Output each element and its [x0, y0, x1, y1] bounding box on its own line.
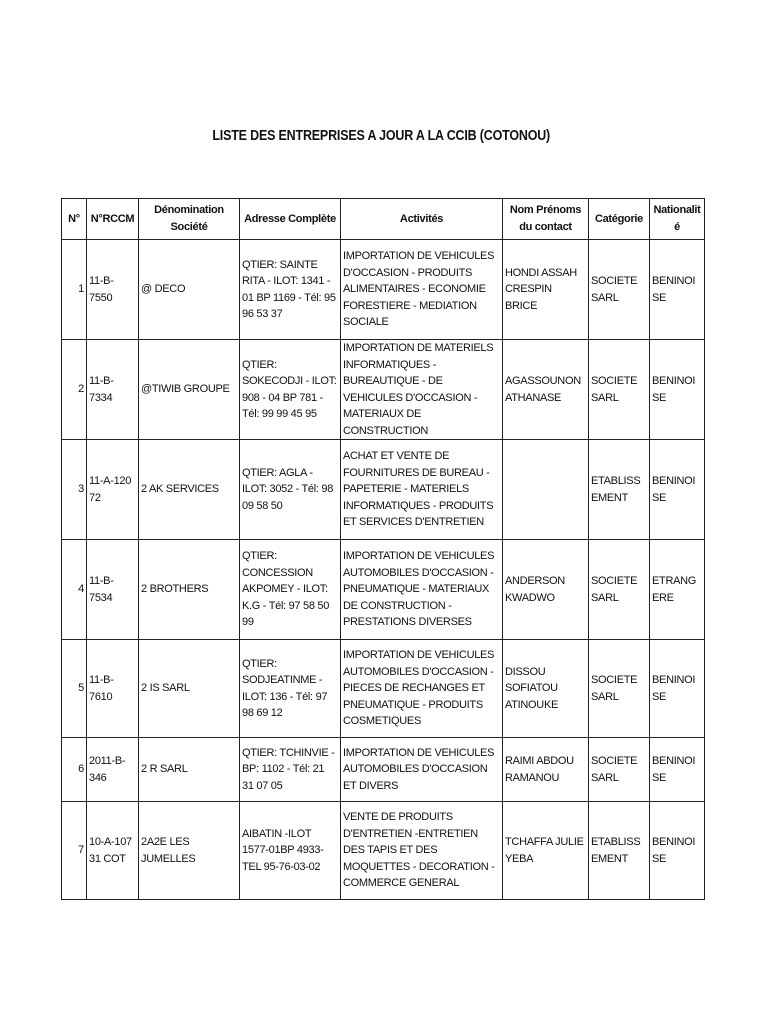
- cell-rccm: 11-B-7550: [87, 240, 139, 340]
- cell-denomination: @TIWIB GROUPE: [139, 340, 240, 440]
- cell-nationalite: ETRANGERE: [650, 540, 705, 640]
- cell-rccm: 10-A-10731 COT: [87, 802, 139, 900]
- cell-denomination: 2 R SARL: [139, 738, 240, 802]
- cell-contact: AGASSOUNON ATHANASE: [503, 340, 589, 440]
- cell-rccm: 2011-B-346: [87, 738, 139, 802]
- header-activites: Activités: [341, 199, 503, 240]
- cell-rccm: 11-B-7334: [87, 340, 139, 440]
- cell-categorie: SOCIETE SARL: [589, 240, 650, 340]
- header-contact: Nom Prénoms du contact: [503, 199, 589, 240]
- cell-contact: TCHAFFA JULIE YEBA: [503, 802, 589, 900]
- table-row: [62, 440, 705, 540]
- cell-contact: DISSOU SOFIATOU ATINOUKE: [503, 640, 589, 738]
- cell-num: 4: [62, 540, 87, 640]
- cell-nationalite: BENINOISE: [650, 640, 705, 738]
- cell-nationalite: BENINOISE: [650, 802, 705, 900]
- header-num: N°: [62, 199, 87, 240]
- cell-adresse: QTIER: SODJEATINME - ILOT: 136 - Tél: 97 98 69 12: [240, 640, 341, 738]
- header-categorie: Catégorie: [589, 199, 650, 240]
- cell-num: 3: [62, 440, 87, 540]
- companies-table: [61, 198, 705, 900]
- cell-categorie: SOCIETE SARL: [589, 540, 650, 640]
- cell-nationalite: BENINOISE: [650, 738, 705, 802]
- cell-adresse: QTIER: SAINTE RITA - ILOT: 1341 - 01 BP 1169 - Tél: 95 96 53 37: [240, 240, 341, 340]
- cell-num: 1: [62, 240, 87, 340]
- cell-adresse: AIBATIN -ILOT 1577-01BP 4933-TEL 95-76-03-02: [240, 802, 341, 900]
- cell-num: 5: [62, 640, 87, 738]
- cell-activites: IMPORTATION DE VEHICULES AUTOMOBILES D'OCCASION - PNEUMATIQUE - MATERIAUX DE CONSTRUCTION - PRESTATIONS DIVERSES: [341, 540, 503, 640]
- cell-adresse: QTIER: AGLA - ILOT: 3052 - Tél: 98 09 58 50: [240, 440, 341, 540]
- header-nationalite: Nationalité: [650, 199, 705, 240]
- table-row: [62, 640, 705, 738]
- table-row: [62, 738, 705, 802]
- header-rccm: N°RCCM: [87, 199, 139, 240]
- cell-nationalite: BENINOISE: [650, 340, 705, 440]
- cell-contact: RAIMI ABDOU RAMANOU: [503, 738, 589, 802]
- cell-categorie: ETABLISSEMENT: [589, 802, 650, 900]
- cell-rccm: 11-A-12072: [87, 440, 139, 540]
- document-title: LISTE DES ENTREPRISES A JOUR A LA CCIB (COTONOU): [212, 128, 551, 144]
- cell-categorie: SOCIETE SARL: [589, 340, 650, 440]
- table-row: [62, 340, 705, 440]
- cell-adresse: QTIER: SOKECODJI - ILOT: 908 - 04 BP 781 - Tél: 99 99 45 95: [240, 340, 341, 440]
- cell-contact: HONDI ASSAH CRESPIN BRICE: [503, 240, 589, 340]
- cell-activites: IMPORTATION DE MATERIELS INFORMATIQUES - BUREAUTIQUE - DE VEHICULES D'OCCASION - MATERIAUX DE CONSTRUCTION: [341, 340, 503, 440]
- cell-activites: VENTE DE PRODUITS D'ENTRETIEN -ENTRETIEN DES TAPIS ET DES MOQUETTES - DECORATION -COMMERCE GENERAL: [341, 802, 503, 900]
- table-row: [62, 540, 705, 640]
- cell-activites: ACHAT ET VENTE DE FOURNITURES DE BUREAU - PAPETERIE - MATERIELS INFORMATIQUES - PRODUITS ET SERVICES D'ENTRETIEN: [341, 440, 503, 540]
- cell-adresse: QTIER: TCHINVIE - BP: 1102 - Tél: 21 31 07 05: [240, 738, 341, 802]
- cell-denomination: @ DECO: [139, 240, 240, 340]
- cell-activites: IMPORTATION DE VEHICULES AUTOMOBILES D'OCCASION ET DIVERS: [341, 738, 503, 802]
- cell-categorie: ETABLISSEMENT: [589, 440, 650, 540]
- cell-categorie: SOCIETE SARL: [589, 738, 650, 802]
- cell-num: 6: [62, 738, 87, 802]
- cell-denomination: 2 BROTHERS: [139, 540, 240, 640]
- cell-num: 7: [62, 802, 87, 900]
- cell-adresse: QTIER: CONCESSION AKPOMEY - ILOT: K.G - Tél: 97 58 50 99: [240, 540, 341, 640]
- cell-rccm: 11-B-7534: [87, 540, 139, 640]
- cell-denomination: 2A2E LES JUMELLES: [139, 802, 240, 900]
- cell-denomination: 2 IS SARL: [139, 640, 240, 738]
- table-row: [62, 802, 705, 900]
- cell-rccm: 11-B-7610: [87, 640, 139, 738]
- cell-contact: ANDERSON KWADWO: [503, 540, 589, 640]
- header-adresse: Adresse Complète: [240, 199, 341, 240]
- table-row: [62, 240, 705, 340]
- cell-nationalite: BENINOISE: [650, 440, 705, 540]
- table-header-row: [62, 199, 705, 240]
- cell-contact: [503, 440, 589, 540]
- cell-categorie: SOCIETE SARL: [589, 640, 650, 738]
- cell-nationalite: BENINOISE: [650, 240, 705, 340]
- cell-num: 2: [62, 340, 87, 440]
- cell-activites: IMPORTATION DE VEHICULES AUTOMOBILES D'OCCASION - PIECES DE RECHANGES ET PNEUMATIQUE - PRODUITS COSMETIQUES: [341, 640, 503, 738]
- cell-denomination: 2 AK SERVICES: [139, 440, 240, 540]
- cell-activites: IMPORTATION DE VEHICULES D'OCCASION - PRODUITS ALIMENTAIRES - ECONOMIE FORESTIERE - MEDIATION SOCIALE: [341, 240, 503, 340]
- header-denomination: Dénomination Société: [139, 199, 240, 240]
